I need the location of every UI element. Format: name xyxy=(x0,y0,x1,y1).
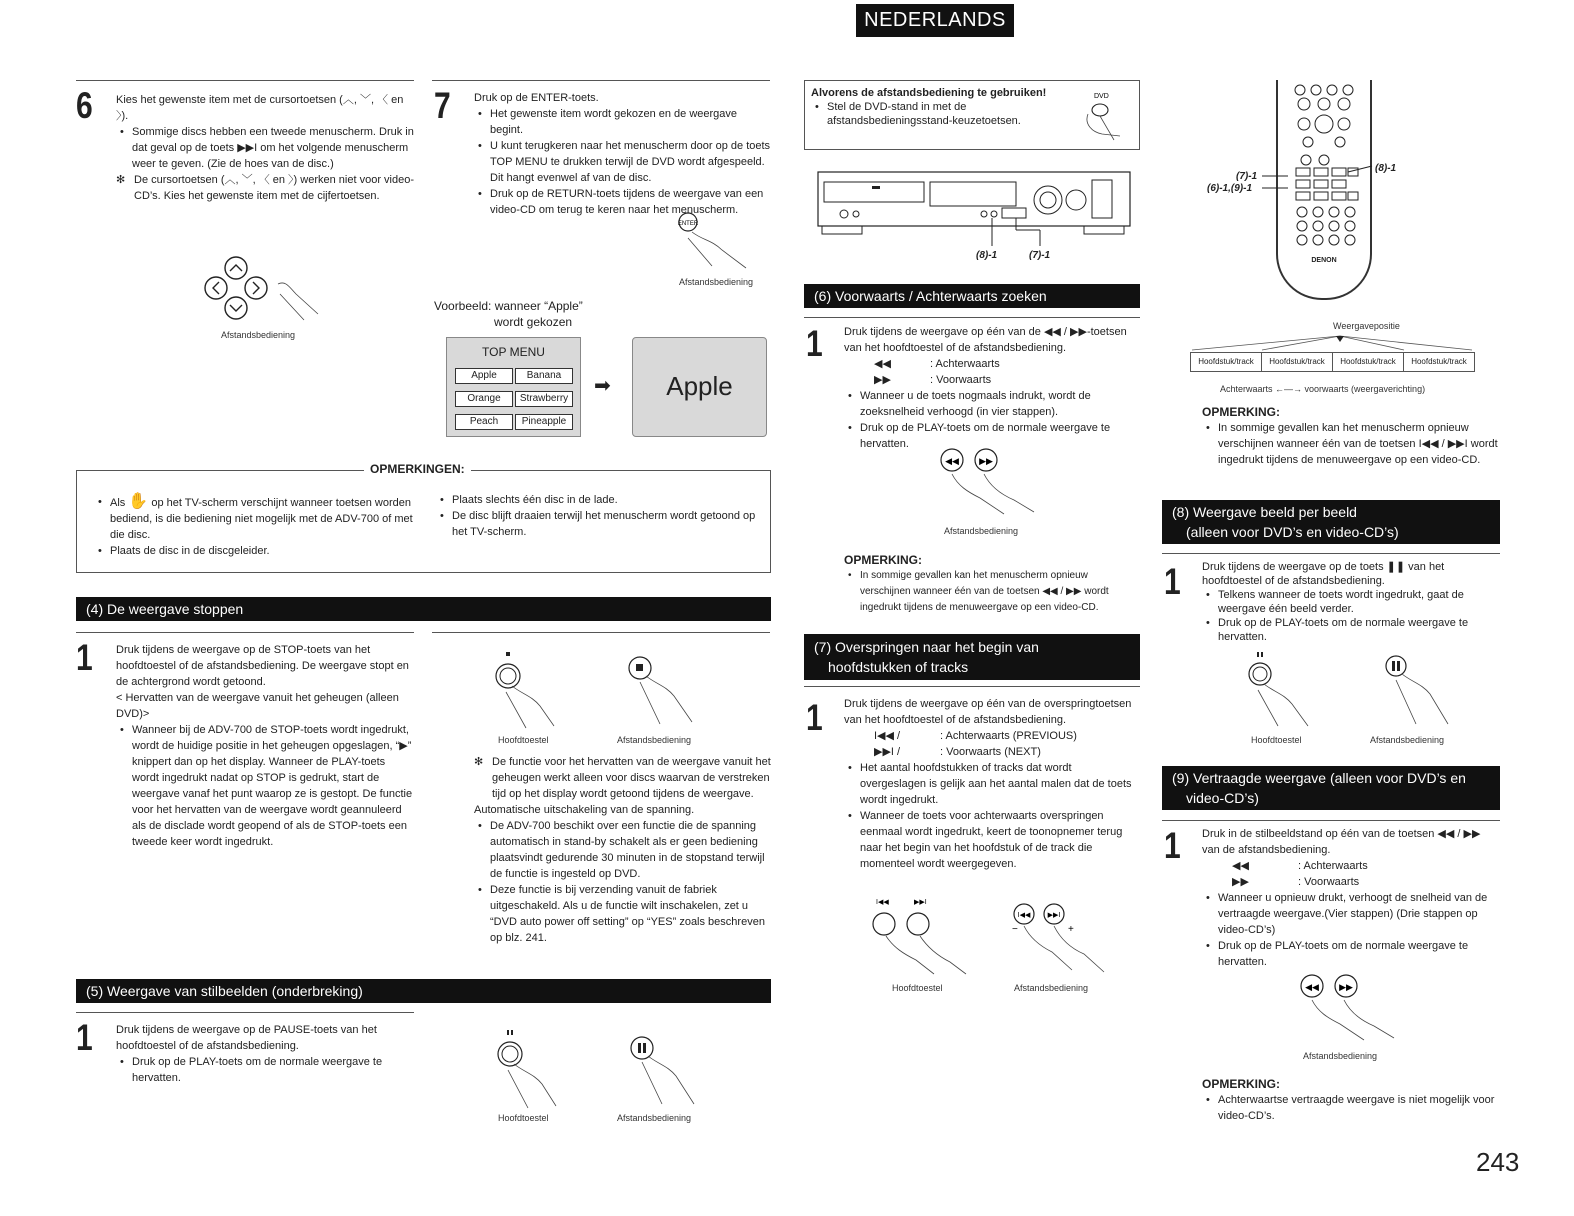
step7-bullet: • Het gewenste item wordt gekozen en de weergave begint. xyxy=(474,106,772,138)
dvd-mode-button-illustration xyxy=(1080,90,1130,142)
step6-text xyxy=(116,92,414,204)
divider xyxy=(76,632,414,633)
enter-button-illustration xyxy=(676,210,756,270)
svg-text:▶▶I: ▶▶I xyxy=(914,899,927,906)
result-text: Apple xyxy=(666,371,733,401)
notes-right xyxy=(436,492,760,540)
remote-brand: DENON xyxy=(1311,257,1337,264)
section-title: (alleen voor DVD’s en video-CD’s) xyxy=(1186,524,1399,540)
menu-item[interactable]: Pineapple xyxy=(515,414,573,430)
sec4-p2: < Hervatten van de weergave vanuit het geheugen (alleen DVD)> xyxy=(116,692,399,720)
caption: Afstandsbediening xyxy=(617,1113,692,1123)
sec5-p1: Druk tijdens de weergave op de PAUSE-toets van het hoofdtoestel of de afstandsbediening. xyxy=(116,1024,377,1052)
step7-intro: Druk op de ENTER-toets. xyxy=(474,92,599,104)
caption: Afstandsbediening xyxy=(944,526,1019,536)
key-label: ◀◀ xyxy=(1232,860,1249,872)
caption: Afstandsbediening xyxy=(679,277,754,287)
sec9-bullet: • Wanneer u opnieuw drukt, verhoogt de snelheid van de vertraagde weergave.(Vier stappen) (Drie stappen op video-CD’s) xyxy=(1202,890,1500,938)
position-note xyxy=(1202,420,1500,468)
sec6-p1: Druk tijdens de weergave op één van de ◀◀ / ▶▶-toetsen van het hoofdtoestel of de afstandsbediening. xyxy=(844,326,1127,354)
menu-item[interactable]: Banana xyxy=(515,368,573,384)
remote-leader-lines xyxy=(1258,164,1374,194)
dvd-receiver-front-panel xyxy=(816,170,1132,242)
sec4-bullet: • Wanneer bij de ADV-700 de STOP-toets wordt ingedrukt, wordt de huidige positie in het geheugen opgeslagen, “▶” knippert dan op het display. Wanneer de PLAY-toets wordt ingedrukt nadat op STOP is gedrukt, start de weergave vanaf het punt waarop ze is gestopt. De functie voor het hervatten van de weergave wordt geannuleerd als de disclade wordt geopend of als de STOP-toets een tweede keer wordt ingedrukt. xyxy=(116,722,414,850)
menu-item[interactable]: Orange xyxy=(455,391,513,407)
step-number: 1 xyxy=(1164,561,1181,603)
track-cell: Hoofdstuk/track xyxy=(1403,352,1475,372)
svg-text:▶▶: ▶▶ xyxy=(979,456,993,466)
pause-button-main-illustration xyxy=(494,1030,564,1110)
sec6-bullet: • Wanneer u de toets nogmaals indrukt, wordt de zoeksnelheid verhoogd (in vier stappen). xyxy=(844,388,1140,420)
sec7-key-row xyxy=(844,744,1140,760)
svg-text:+: + xyxy=(1068,924,1074,935)
step-number: 6 xyxy=(76,85,93,127)
step-number: 7 xyxy=(434,85,451,127)
cursor-keys-illustration xyxy=(200,254,330,326)
section-header: (6) Voorwaarts / Achterwaarts zoeken xyxy=(804,284,1140,308)
step-number: 1 xyxy=(806,697,823,739)
track-cell: Hoofdstuk/track xyxy=(1332,352,1404,372)
stop-button-main-illustration xyxy=(492,650,562,730)
example-line: Voorbeeld: wanneer “Apple” xyxy=(434,299,583,313)
key-label: ▶▶I / xyxy=(874,746,901,758)
sec5-text xyxy=(116,1022,414,1086)
step-number: 1 xyxy=(76,637,93,679)
top-menu-screen xyxy=(446,337,581,437)
before-use-title: Alvorens de afstandsbediening te gebruiken! xyxy=(811,87,1047,99)
sec4-notes xyxy=(474,754,772,946)
key-value: : Achterwaarts (PREVIOUS) xyxy=(940,730,1077,742)
sec4-p1: Druk tijdens de weergave op de STOP-toets van het hoofdtoestel of de afstandsbediening. De weergave stopt en de achtergrond wordt getoond. xyxy=(116,644,409,688)
search-buttons-illustration xyxy=(934,446,1044,518)
sec4-note: ✻ De functie voor het hervatten van de weergave vanuit het geheugen werkt alleen voor discs waarvan de verstreken tijd op het display wordt getoond tijdens de weergave. xyxy=(474,754,772,802)
svg-text:I◀◀: I◀◀ xyxy=(876,899,889,906)
section-title: (9) Vertraagde weergave (alleen voor DVD’s en xyxy=(1172,770,1466,786)
menu-item[interactable]: Peach xyxy=(455,414,513,430)
section-header: (4) De weergave stoppen xyxy=(76,597,771,621)
dvd-label: DVD xyxy=(1094,93,1109,100)
key-value: : Achterwaarts xyxy=(930,358,1000,370)
sec6-text xyxy=(844,324,1140,452)
sec6-bullet: • Druk op de PLAY-toets om de normale weergave te hervatten. xyxy=(844,420,1140,452)
sec9-bullet: • Druk op de PLAY-toets om de normale weergave te hervatten. xyxy=(1202,938,1500,970)
track-cell: Hoofdstuk/track xyxy=(1190,352,1262,372)
sec8-bullet: • Druk op de PLAY-toets om de normale weergave te hervatten. xyxy=(1202,616,1500,644)
frame-button-main-illustration xyxy=(1248,652,1318,728)
step7-bullet: • Druk op de RETURN-toets tijdens de weergave van een video-CD om terug te keren naar het menuscherm. xyxy=(474,186,772,218)
stop-button-remote-illustration xyxy=(624,650,704,730)
sec6-note-item: • In sommige gevallen kan het menuscherm opnieuw verschijnen wanneer één van de toetsen ◀◀ / ▶▶ wordt ingedrukt tijdens de menuweergave op een video-CD. xyxy=(844,568,1140,616)
track-cell: Hoofdstuk/track xyxy=(1261,352,1333,372)
note-title: OPMERKING: xyxy=(844,553,922,567)
section-title: video-CD’s) xyxy=(1186,790,1259,806)
sec6-key-row xyxy=(844,356,1140,372)
caption: Afstandsbediening xyxy=(1370,735,1445,745)
divider xyxy=(1162,553,1500,554)
step6-note: ✻ De cursortoetsen (︿, ﹀, 〈 en 〉) werken niet voor video-CD’s. Kies het gewenste item met de cijfertoetsen. xyxy=(116,172,414,204)
step6-bullet: • Sommige discs hebben een tweede menuscherm. Druk in dat geval op de toets ▶▶I om het volgende menuscherm weer te geven. (Zie de hoes van de disc.) xyxy=(116,124,414,172)
sec7-bullet: • Wanneer de toets voor achterwaarts overspringen eenmaal wordt ingedrukt, keert de toonopnemer terug naar het begin van het hoofdstuk of de track die momenteel wordt weergegeven. xyxy=(844,808,1140,872)
key-label: I◀◀ / xyxy=(874,730,901,742)
step-number: 1 xyxy=(76,1017,93,1059)
key-label: ▶▶ xyxy=(1232,876,1249,888)
page-number: 243 xyxy=(1476,1147,1520,1177)
note-item: • Plaats slechts één disc in de lade. xyxy=(436,492,760,508)
position-title: Weergavepositie xyxy=(1333,321,1400,331)
sec8-text xyxy=(1202,560,1500,644)
key-value: : Voorwaarts (NEXT) xyxy=(940,746,1041,758)
note-item: • Plaats de disc in de discgeleider. xyxy=(94,543,414,559)
note-title: OPMERKING: xyxy=(1202,405,1280,419)
pause-button-remote-illustration xyxy=(626,1034,706,1110)
menu-item[interactable]: Strawberry xyxy=(515,391,573,407)
auto-off-bullet: • De ADV-700 beschikt over een functie die de spanning automatisch in stand-by schakelt als er geen bediening plaatsvindt gedurende 30 minuten in de stopstand terwijl de functie is ingesteld op DVD. xyxy=(474,818,772,882)
sec6-key-row xyxy=(844,372,1140,388)
divider xyxy=(432,632,770,633)
divider xyxy=(804,317,1140,318)
position-legend: Achterwaarts ←—→ voorwaarts (weergaverichting) xyxy=(1220,384,1426,394)
sec7-text xyxy=(844,696,1140,872)
menu-item[interactable]: Apple xyxy=(455,368,513,384)
section-header xyxy=(1162,500,1500,544)
arrow-right-icon: ➡ xyxy=(594,375,611,397)
notes-title: OPMERKINGEN: xyxy=(364,461,471,478)
caption: Afstandsbediening xyxy=(221,330,296,340)
sec9-note-item: • Achterwaartse vertraagde weergave is niet mogelijk voor video-CD’s. xyxy=(1202,1092,1500,1124)
sec7-bullet: • Het aantal hoofdstukken of tracks dat wordt overgeslagen is gelijk aan het aantal malen dat de toets wordt ingedrukt. xyxy=(844,760,1140,808)
caption: Afstandsbediening xyxy=(617,735,692,745)
sec7-p1: Druk tijdens de weergave op één van de overspringtoetsen van het hoofdtoestel of de afstandsbediening. xyxy=(844,698,1132,726)
step7-bullet: • U kunt terugkeren naar het menuscherm door op de toets TOP MENU te drukken terwijl de DVD wordt afgespeeld. Dit hangt evenwel af van de disc. xyxy=(474,138,772,186)
note-item xyxy=(94,494,414,543)
svg-text:◀◀: ◀◀ xyxy=(945,456,959,466)
caption: Hoofdtoestel xyxy=(498,735,549,745)
divider xyxy=(1162,820,1500,821)
notes-left xyxy=(94,494,414,559)
svg-text:−: − xyxy=(1012,924,1018,935)
sec9-p1: Druk in de stilbeeldstand op één van de toetsen ◀◀ / ▶▶ van de afstandsbediening. xyxy=(1202,828,1481,856)
sec8-bullet: • Telkens wanneer de toets wordt ingedrukt, gaat de weergave één beeld verder. xyxy=(1202,588,1500,616)
section-header: (5) Weergave van stilbeelden (onderbreking) xyxy=(76,979,771,1003)
svg-text:▶▶I: ▶▶I xyxy=(1047,912,1061,919)
slow-buttons-illustration xyxy=(1294,974,1404,1046)
step-number: 1 xyxy=(806,323,823,365)
language-banner: NEDERLANDS xyxy=(856,4,1014,37)
caption: Afstandsbediening xyxy=(1014,983,1089,993)
skip-buttons-remote-illustration xyxy=(1006,900,1116,976)
step6-intro: Kies het gewenste item met de cursortoetsen (︿, ﹀, 〈 en 〉). xyxy=(116,94,404,122)
result-screen xyxy=(632,337,767,437)
remote-label: (8)-1 xyxy=(1375,163,1397,174)
divider xyxy=(76,80,414,81)
caption: Hoofdtoestel xyxy=(498,1113,549,1123)
device-label: (8)-1 xyxy=(976,250,998,261)
divider xyxy=(804,686,1140,687)
section-title: (7) Overspringen naar het begin van xyxy=(814,639,1039,655)
svg-text:▶▶: ▶▶ xyxy=(1339,982,1353,992)
frame-button-remote-illustration xyxy=(1382,654,1458,728)
sec9-key-row xyxy=(1202,874,1500,890)
remote-label: (6)-1,(9)-1 xyxy=(1207,183,1253,194)
note-text: Als xyxy=(110,497,126,509)
before-use-bullet: • Stel de DVD-stand in met de afstandsbedieningsstand-keuzetoetsen. xyxy=(811,100,1051,128)
key-value: : Voorwaarts xyxy=(1298,876,1360,888)
auto-off-bullet: • Deze functie is bij verzending vanuit de fabriek uitgeschakeld. Als u de functie wilt inschakelen, zet u “DVD auto power off setting” op “YES” zoals beschreven op blz. 241. xyxy=(474,882,772,946)
key-label: ▶▶ xyxy=(874,374,891,386)
section-header xyxy=(1162,766,1500,810)
remote-label: (7)-1 xyxy=(1236,171,1258,182)
enter-label: ENTER xyxy=(677,221,699,227)
note-item: • De disc blijft draaien terwijl het menuscherm wordt getoond op het TV-scherm. xyxy=(436,508,760,540)
note-text: op het TV-scherm verschijnt wanneer toetsen worden bediend, is die bediening niet mogelijk met de ADV-700 of met die disc. xyxy=(110,497,413,541)
sec9-text xyxy=(1202,826,1500,970)
hand-icon: ✋ xyxy=(128,493,149,510)
sec8-p1: Druk tijdens de weergave op de toets ❚❚ van het hoofdtoestel of de afstandsbediening. xyxy=(1202,561,1445,587)
section-header xyxy=(804,634,1140,680)
example-line: wordt gekozen xyxy=(494,315,573,329)
step-number: 1 xyxy=(1164,825,1181,867)
sec5-bullet: • Druk op de PLAY-toets om de normale weergave te hervatten. xyxy=(116,1054,414,1086)
svg-text:I◀◀: I◀◀ xyxy=(1017,912,1031,919)
divider xyxy=(432,80,770,81)
svg-text:◀◀: ◀◀ xyxy=(1305,982,1319,992)
section-title: hoofdstukken of tracks xyxy=(828,659,969,675)
sec7-key-row xyxy=(844,728,1140,744)
skip-buttons-main-illustration xyxy=(870,896,980,976)
before-use-text xyxy=(811,86,1051,128)
step7-text xyxy=(474,90,772,218)
caption: Afstandsbediening xyxy=(1303,1051,1378,1061)
divider xyxy=(76,1012,414,1013)
sec9-key-row xyxy=(1202,858,1500,874)
position-note-item: • In sommige gevallen kan het menuscherm opnieuw verschijnen wanneer één van de toetsen I◀◀ / ▶▶I wordt ingedrukt tijdens de menuweergave op een video-CD. xyxy=(1202,420,1500,468)
note-title: OPMERKING: xyxy=(1202,1077,1280,1091)
key-value: : Voorwaarts xyxy=(930,374,992,386)
section-title: (8) Weergave beeld per beeld xyxy=(1172,504,1357,520)
position-marker-lines xyxy=(1190,332,1474,352)
sec4-text xyxy=(116,642,414,850)
auto-off-title: Automatische uitschakeling van de spanning. xyxy=(474,804,695,816)
sec6-note xyxy=(844,568,1140,616)
top-menu-title: TOP MENU xyxy=(482,345,545,359)
key-value: : Achterwaarts xyxy=(1298,860,1368,872)
key-label: ◀◀ xyxy=(874,358,891,370)
sec9-note xyxy=(1202,1092,1500,1124)
caption: Hoofdtoestel xyxy=(892,983,943,993)
device-label: (7)-1 xyxy=(1029,250,1051,261)
caption: Hoofdtoestel xyxy=(1251,735,1302,745)
